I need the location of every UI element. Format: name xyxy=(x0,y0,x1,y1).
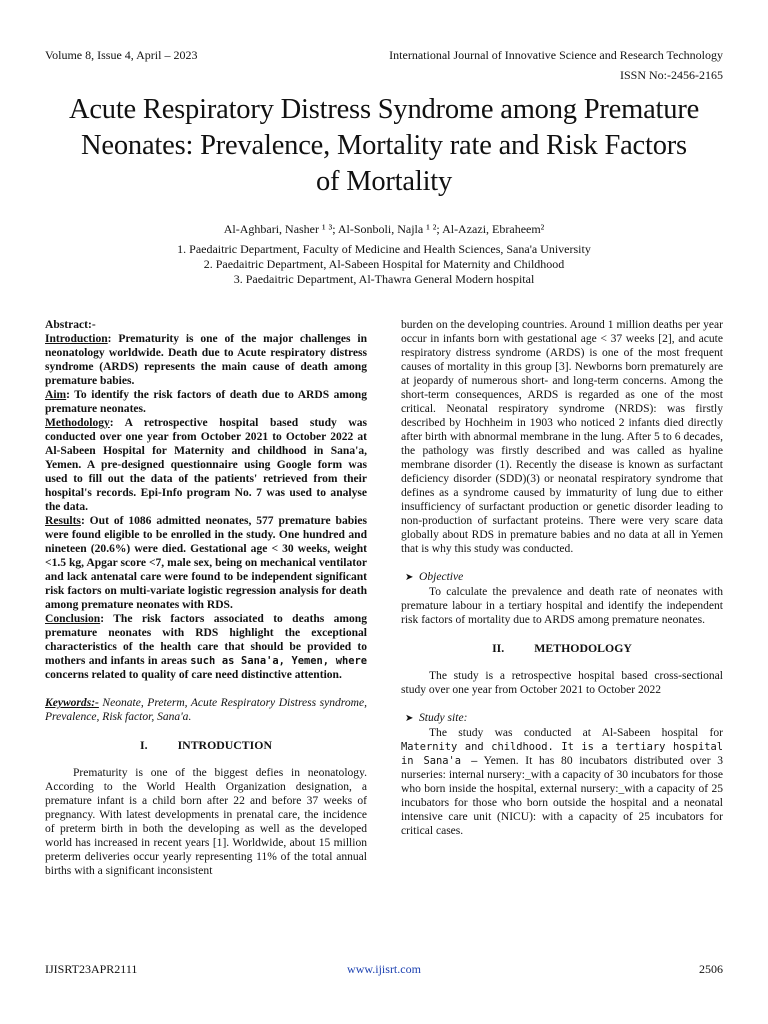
study-site-text-mono: Maternity and childhood. It is a tertiary hospital in Sana'a – xyxy=(401,741,723,767)
section-heading-methodology xyxy=(401,641,723,655)
title-line: of Mortality xyxy=(315,166,453,197)
section-title: INTRODUCTION xyxy=(177,738,272,752)
page-number: 2506 xyxy=(699,962,723,976)
results-label: Results xyxy=(45,515,81,527)
intro-text: : Prematurity is one of the major challenges in neonatology worldwide. Death due to Acute respiratory distress syndrome (ARDS) represents the main cause of death among premature babies. xyxy=(45,333,367,387)
affiliation-list xyxy=(0,242,768,287)
methodology-paragraph: The study is a retrospective hospital based cross-sectional study over one year from October 2021 to October 2022 xyxy=(401,670,723,696)
objective-heading xyxy=(401,570,723,585)
abstract-results xyxy=(45,514,367,612)
title-line: Acute Respiratory Distress Syndrome among Premature xyxy=(68,94,700,125)
section-title: METHODOLOGY xyxy=(534,641,632,655)
abstract-conclusion xyxy=(45,612,367,682)
paper-code: IJISRT23APR2111 xyxy=(45,962,138,976)
volume-issue: Volume 8, Issue 4, April – 2023 xyxy=(45,48,198,62)
study-site-heading xyxy=(401,711,723,726)
intro-label: Introduction xyxy=(45,333,108,345)
section-number: II. xyxy=(492,641,505,655)
abstract-aim xyxy=(45,388,367,416)
section-number: I. xyxy=(140,738,148,752)
keywords-label: Keywords:- xyxy=(45,697,99,709)
conclusion-text-end: concerns related to quality of care need distinctive attention. xyxy=(45,669,342,681)
issn: ISSN No:-2456-2165 xyxy=(619,68,723,82)
section-heading-introduction xyxy=(45,738,367,752)
keywords xyxy=(45,696,367,724)
method-label: Methodology xyxy=(45,417,110,429)
paper-title xyxy=(30,92,738,200)
affiliation: 3. Paedaitric Department, Al-Thawra General Modern hospital xyxy=(233,272,535,286)
keywords-text: Neonate, Preterm, Acute Respiratory Distress syndrome, Prevalence, Risk factor, Sana'a. xyxy=(45,697,367,723)
left-column xyxy=(45,318,367,878)
introduction-paragraph-continued: burden on the developing countries. Around 1 million deaths per year occur in infants born with gestational age < 37 weeks [2], and acute respiratory distress syndrome (ARDS) is one of the most frequent causes of mortality in this group [3]. Newborns born prematurely are at jeopardy of numerous short- and long-term concerns. Among the short-term consequences, ARDS is regarded as one of the most critical. Neonatal respiratory syndrome (NRDS): was firstly described by Hochheim in 1903 who noticed 2 infants died directly after birth with abnormal membrane in the lung. After 5 to 6 decades, the pathology was firstly described and was called as hyaline membrane disorder (1). Recently the disease is known as surfactant deficiency disorder (SDD)(3) or neonatal respiratory syndrome that defines as a syndrome caused by immaturity of lung due to either insufficiency of surfactant production or genetic disorder leading to non-production of surfactant proteins. There were very scare data globally about RDS in premature babies and no data at all in Yemen that is why this study was conducted. xyxy=(401,319,723,555)
author-list: Al-Aghbari, Nasher ¹ ³; Al-Sonboli, Najla ¹ ²; Al-Azazi, Ebraheem² xyxy=(223,222,545,236)
conclusion-text: : The risk factors associated to deaths among premature neonates with RDS highlight the exceptional characteristics of the health care that should be provided to mothers and infants in areas xyxy=(45,613,367,667)
objective-paragraph: To calculate the prevalence and death rate of neonates with premature labour in a tertiary hospital and identify the independent risk factors of mortality due to ARDS among premature neonates. xyxy=(401,586,723,626)
affiliation: 2. Paedaitric Department, Al-Sabeen Hospital for Maternity and Childhood xyxy=(203,257,565,271)
method-text: : A retrospective hospital based study was conducted over one year from October 2021 to October 2022 at Al-Sabeen Hospital for Maternity and childhood in Sana'a, Yemen. A pre-designed questionnaire using Google form was used to fill out the data of the patients' retrieved from their hospital's records. Epi-Info program No. 7 was used to analyse the data. xyxy=(45,417,367,513)
journal-name: International Journal of Innovative Science and Research Technology xyxy=(389,48,723,62)
journal-url-link[interactable]: www.ijisrt.com xyxy=(347,962,421,976)
results-text: : Out of 1086 admitted neonates, 577 premature babies were found eligible to be enrolled in the study. One hundred and nineteen (20.6%) were died. Gestational age < 30 weeks, weight <1.5 kg, Apgar score <7, male sex, being on mechanical ventilator and lack antenatal care were found to be independent significant risk factors on multi-variate logistic regression analysis for death among premature neonates with RDS. xyxy=(45,515,367,611)
abstract-methodology xyxy=(45,416,367,514)
abstract-heading: Abstract:- xyxy=(45,319,96,331)
objective-label: Objective xyxy=(419,571,464,583)
introduction-paragraph: Prematurity is one of the biggest defies in neonatology. According to the World Health Organization designation, a premature infant is a child born after 22 and before 37 weeks of pregnancy. With latest developments in prenatal care, the incidence of preterm birth in both the developing as well as the developed world has increased in recent years [1]. Worldwide, about 15 million preterm deliveries occur yearly representing 11% of the total annual births with a significant inconsistent xyxy=(45,767,367,877)
study-site-text-end: Yemen. It has 80 incubators distributed over 3 nurseries: internal nursery:_with a capacity of 30 incubators for those who born inside the hospital, external nursery:_with a capacity of 25 incubators for those who born outside the hospital and a neonatal intensive care unit (NICU): with a capacity of 25 incubators for critical cases. xyxy=(401,755,723,837)
study-site-text: The study was conducted at Al-Sabeen hospital for xyxy=(429,727,723,739)
title-line: Neonates: Prevalence, Mortality rate and Risk Factors xyxy=(81,130,687,161)
arrow-bullet-icon: ➤ xyxy=(405,713,414,724)
abstract-introduction xyxy=(45,332,367,388)
aim-text: : To identify the risk factors of death due to ARDS among premature neonates. xyxy=(45,389,367,415)
conclusion-label: Conclusion xyxy=(45,613,101,625)
affiliation: 1. Paedaitric Department, Faculty of Medicine and Health Sciences, Sana'a University xyxy=(177,242,591,256)
arrow-bullet-icon: ➤ xyxy=(405,572,414,583)
study-site-paragraph xyxy=(401,726,723,838)
study-site-label: Study site: xyxy=(419,712,468,724)
conclusion-text-mono: such as Sana'a, Yemen, where xyxy=(190,655,367,667)
right-column xyxy=(401,318,723,838)
aim-label: Aim xyxy=(45,389,67,401)
